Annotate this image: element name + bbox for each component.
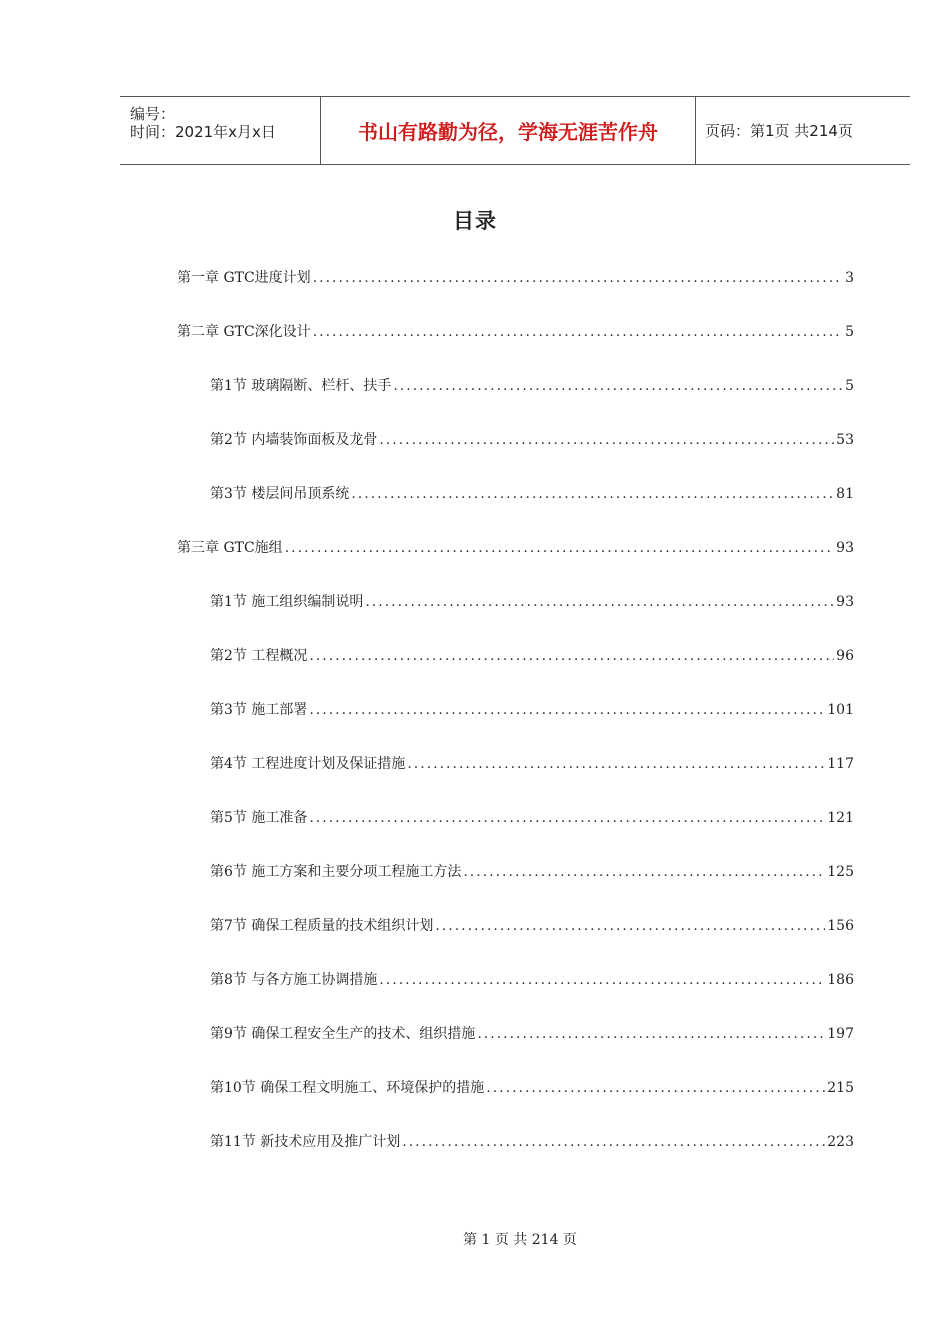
toc-entry-page: 96 — [836, 648, 854, 664]
toc-dot-leader — [393, 376, 843, 396]
toc-entry[interactable] — [210, 748, 854, 774]
toc-dot-leader — [463, 862, 825, 882]
toc-entry[interactable] — [177, 262, 854, 288]
toc-dot-leader — [477, 1024, 825, 1044]
toc-entry[interactable] — [210, 1072, 854, 1098]
toc-entry[interactable] — [210, 370, 854, 396]
toc-entry-title: 第5节 施工准备 — [210, 810, 308, 826]
toc-entry-title: 第2节 内墙装饰面板及龙骨 — [210, 432, 378, 448]
toc-entry-title: 第1节 施工组织编制说明 — [210, 594, 364, 610]
toc-dot-leader — [313, 268, 843, 288]
toc-entry-title: 第二章 GTC深化设计 — [177, 324, 311, 340]
page-footer: 第 1 页 共 214 页 — [463, 1232, 577, 1248]
toc-entry[interactable] — [210, 802, 854, 828]
toc-entry-title: 第三章 GTC施组 — [177, 540, 283, 556]
toc-entry-page: 5 — [845, 324, 854, 340]
toc-dot-leader — [313, 322, 843, 342]
toc-entry[interactable] — [210, 910, 854, 936]
toc-dot-leader — [309, 646, 834, 666]
page-title: 目录 — [453, 209, 497, 233]
toc-entry-title: 第9节 确保工程安全生产的技术、组织措施 — [210, 1026, 476, 1042]
toc-entry-title: 第8节 与各方施工协调措施 — [210, 972, 378, 988]
page-header — [120, 96, 910, 165]
toc-entry[interactable] — [210, 424, 854, 450]
header-motto-cell — [320, 97, 696, 164]
header-page-cell — [695, 97, 910, 164]
toc-dot-leader — [379, 970, 825, 990]
toc-entry-page: 121 — [827, 810, 854, 826]
toc-entry-title: 第7节 确保工程质量的技术组织计划 — [210, 918, 434, 934]
toc-entry-page: 215 — [827, 1080, 854, 1096]
time-label: 时间：2021年x月x日 — [130, 123, 276, 141]
toc-dot-leader — [379, 430, 834, 450]
toc-entry-page: 93 — [836, 540, 854, 556]
toc-entry[interactable] — [210, 964, 854, 990]
toc-entry-page: 223 — [827, 1134, 854, 1150]
toc-entry-page: 93 — [836, 594, 854, 610]
toc-entry-title: 第2节 工程概况 — [210, 648, 308, 664]
toc-entry-page: 5 — [845, 378, 854, 394]
toc-entry-page: 53 — [836, 432, 854, 448]
toc-dot-leader — [309, 700, 825, 720]
toc-entry-title: 第6节 施工方案和主要分项工程施工方法 — [210, 864, 462, 880]
toc-entry[interactable] — [210, 640, 854, 666]
toc-entry[interactable] — [177, 532, 854, 558]
toc-entry-title: 第10节 确保工程文明施工、环境保护的措施 — [210, 1080, 485, 1096]
toc-dot-leader — [407, 754, 825, 774]
toc-entry-title: 第3节 施工部署 — [210, 702, 308, 718]
toc-dot-leader — [309, 808, 825, 828]
toc-entry-page: 186 — [827, 972, 854, 988]
toc-entry-title: 第3节 楼层间吊顶系统 — [210, 486, 350, 502]
toc-entry-page: 197 — [827, 1026, 854, 1042]
toc-entry-page: 156 — [827, 918, 854, 934]
header-page-info: 页码：第1页 共214页 — [705, 122, 853, 140]
toc-entry-title: 第4节 工程进度计划及保证措施 — [210, 756, 406, 772]
toc-dot-leader — [365, 592, 834, 612]
toc-entry[interactable] — [210, 1126, 854, 1152]
toc-dot-leader — [435, 916, 825, 936]
toc-dot-leader — [486, 1078, 825, 1098]
header-motto: 书山有路勤为径，学海无涯苦作舟 — [358, 120, 658, 144]
toc-dot-leader — [402, 1132, 825, 1152]
toc-entry-title: 第11节 新技术应用及推广计划 — [210, 1134, 401, 1150]
header-meta-cell — [120, 97, 320, 164]
toc-entry[interactable] — [210, 1018, 854, 1044]
toc-entry[interactable] — [177, 316, 854, 342]
toc-dot-leader — [351, 484, 834, 504]
toc-entry[interactable] — [210, 478, 854, 504]
toc-entry-title: 第1节 玻璃隔断、栏杆、扶手 — [210, 378, 392, 394]
toc-entry[interactable] — [210, 856, 854, 882]
toc-dot-leader — [285, 538, 834, 558]
toc-entry-page: 3 — [845, 270, 854, 286]
toc-entry-page: 81 — [836, 486, 854, 502]
toc-entry-page: 117 — [827, 756, 854, 772]
toc-entry[interactable] — [210, 694, 854, 720]
toc-entry-page: 125 — [827, 864, 854, 880]
toc-entry-page: 101 — [827, 702, 854, 718]
toc-entry[interactable] — [210, 586, 854, 612]
toc-entry-title: 第一章 GTC进度计划 — [177, 270, 311, 286]
serial-label: 编号： — [130, 105, 176, 123]
